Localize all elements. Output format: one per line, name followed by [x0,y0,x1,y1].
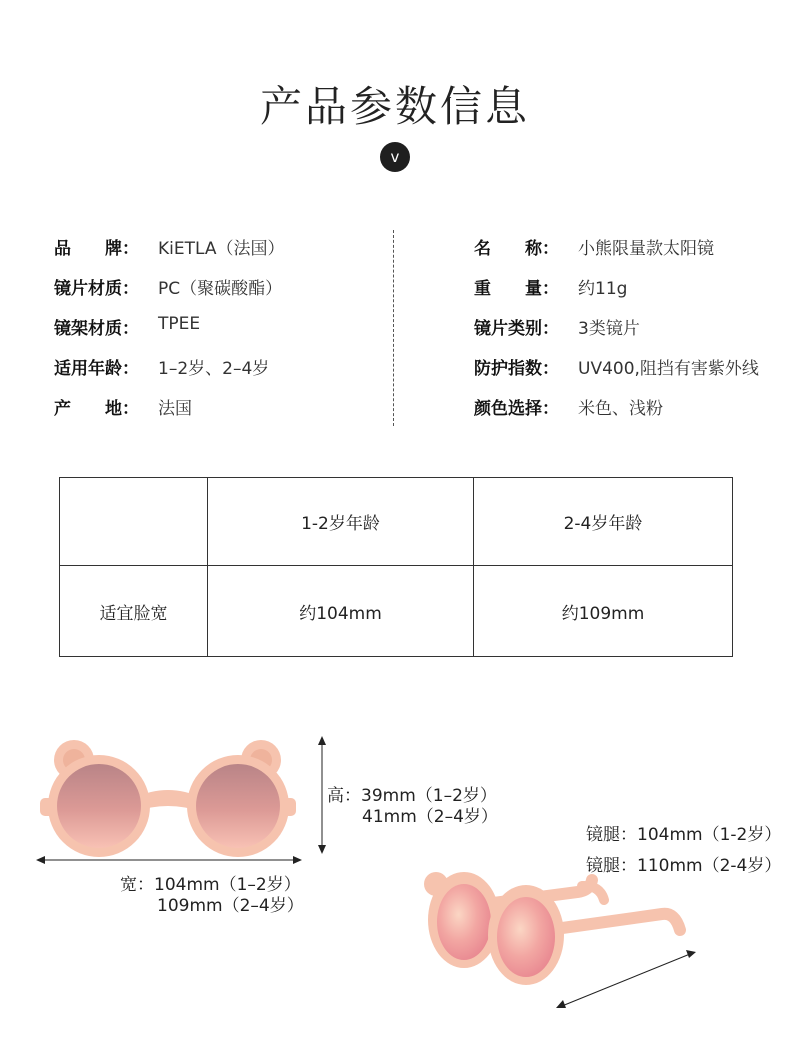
table-cell: 约104mm [208,566,474,657]
spec-value: UV400,阻挡有害紫外线 [578,359,759,379]
spec-label: 防护指数： [474,359,559,379]
spec-value: 米色、浅粉 [578,399,663,419]
width-value: 109mm（2–4岁） [157,896,304,916]
temple-length-label: 镜腿：104mm（1-2岁） [586,825,782,845]
spec-label: 适用年龄： [54,359,139,379]
spec-label: 镜架材质： [54,319,139,339]
spec-label: 颜色选择： [474,399,559,419]
spec-value: 3类镜片 [578,319,640,339]
spec-value: PC（聚碳酸酯） [158,279,283,299]
spec-label: 产 地： [54,399,139,419]
width-label [120,875,301,896]
spec-label: 镜片类别： [474,319,559,339]
spec-label: 重 量： [474,279,559,299]
table-cell: 适宜脸宽 [60,566,208,657]
table-header-cell: 1-2岁年龄 [208,478,474,566]
spec-label: 品 牌： [54,239,139,259]
height-label [327,786,497,807]
temple-arrow [556,950,696,1008]
sunglasses-side-image [424,872,680,985]
spec-value: KiETLA（法国） [158,239,285,259]
temple-length-label: 镜腿：110mm（2-4岁） [586,856,782,876]
height-value: 39mm（1–2岁） [361,786,497,806]
width-caption: 宽： [120,875,154,895]
spec-value: 小熊限量款太阳镜 [578,239,714,259]
spec-value: 法国 [158,399,192,419]
sunglasses-front-image [40,740,296,857]
spec-value: 约11g [578,279,628,299]
spec-value: 1–2岁、2–4岁 [158,359,270,379]
spec-label: 镜片材质： [54,279,139,299]
height-arrow [318,736,326,854]
height-value: 41mm（2–4岁） [362,807,498,827]
table-header-cell: 2-4岁年龄 [474,478,733,566]
spec-value: TPEE [158,314,201,334]
table-cell: 约109mm [474,566,733,657]
chevron-down-icon: v [380,142,410,172]
height-caption: 高： [327,786,361,806]
page-title: 产品参数信息 [259,82,530,131]
spec-label: 名 称： [474,239,559,259]
width-arrow [36,856,302,864]
width-value: 104mm（1–2岁） [154,875,301,895]
